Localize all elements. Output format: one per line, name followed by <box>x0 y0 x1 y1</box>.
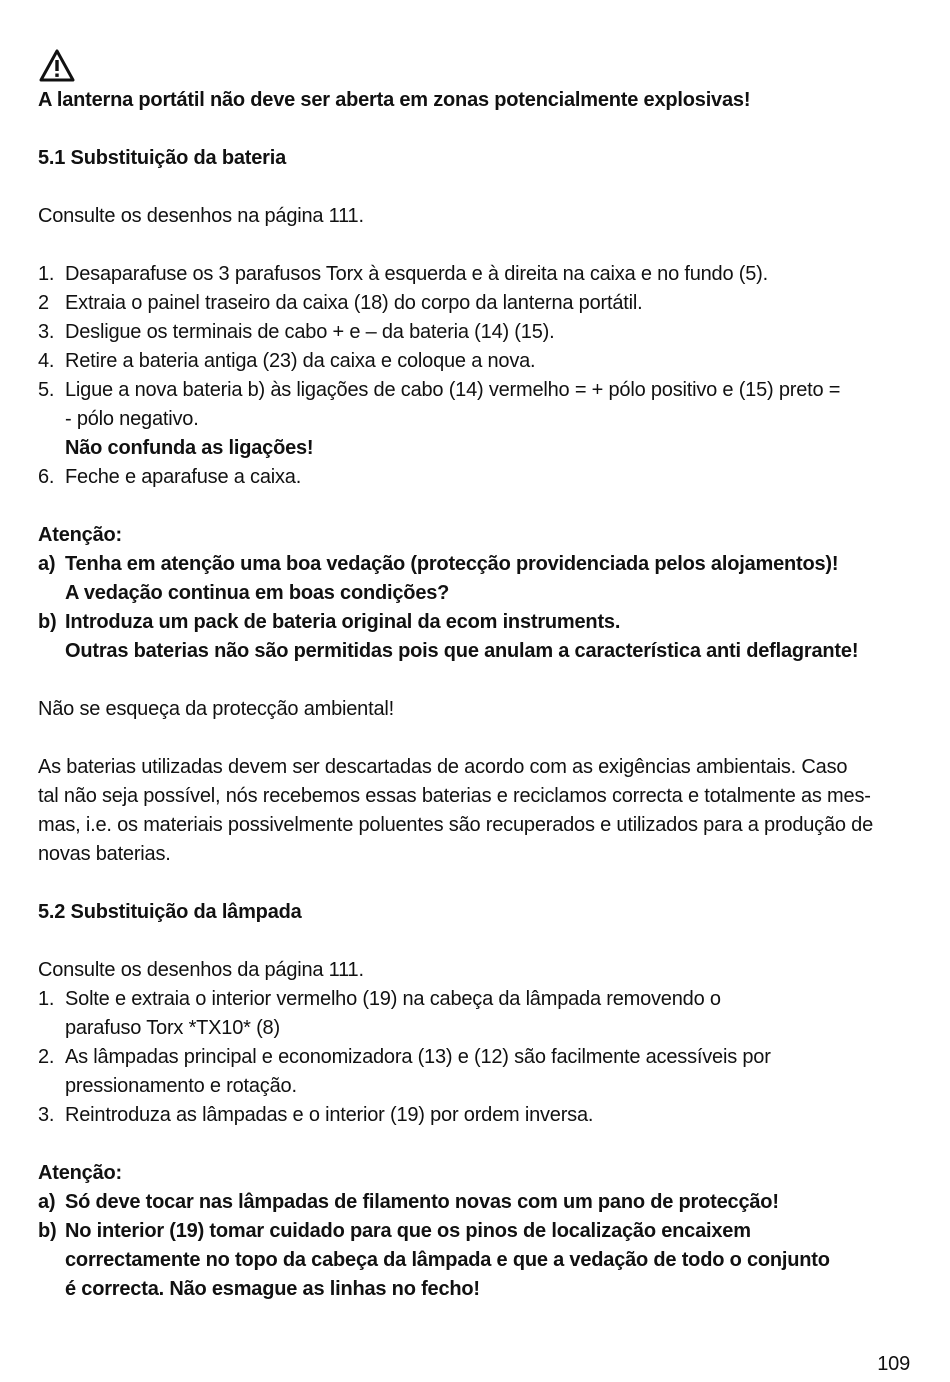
attention-text: Tenha em atenção uma boa vedação (protecção providenciada pelos alojamentos)! <box>65 553 839 575</box>
section-2-steps <box>38 985 918 1130</box>
document-page <box>38 48 918 1304</box>
section-1-attention <box>38 521 918 666</box>
attention-text: No interior (19) tomar cuidado para que os pinos de localização encaixem <box>65 1220 751 1242</box>
warning-text: A lanterna portátil não deve ser aberta em zonas potencialmente explosivas! <box>38 89 751 111</box>
list-text: Reintroduza as lâmpadas e o interior (19) por ordem inversa. <box>65 1104 594 1126</box>
list-number: 3. <box>38 1104 55 1126</box>
attention-text: A vedação continua em boas condições? <box>65 582 450 604</box>
environment-title: Não se esqueça da protecção ambiental! <box>38 698 394 720</box>
list-text: Ligue a nova bateria b) às ligações de cabo (14) vermelho = + pólo positivo e (15) preto = <box>65 379 841 401</box>
section-1-heading: 5.1 Substituição da bateria <box>38 147 287 169</box>
attention-title: Atenção: <box>38 1162 122 1184</box>
list-text: Extraia o painel traseiro da caixa (18) do corpo da lanterna portátil. <box>65 292 643 314</box>
section-1-reference: Consulte os desenhos na página 111. <box>38 205 364 227</box>
attention-item <box>38 608 918 666</box>
attention-text: correctamente no topo da cabeça da lâmpada e que a vedação de todo o conjunto <box>65 1249 830 1271</box>
list-item <box>38 318 918 347</box>
paragraph-line: tal não seja possível, nós recebemos essas baterias e reciclamos correcta e totalmente as mes- <box>38 785 871 807</box>
paragraph-line: mas, i.e. os materiais possivelmente poluentes são recuperados e utilizados para a produção de <box>38 814 874 836</box>
list-text-warning: Não confunda as ligações! <box>65 437 314 459</box>
list-number: 2 <box>38 292 49 314</box>
paragraph-line: novas baterias. <box>38 843 171 865</box>
list-text: Retire a bateria antiga (23) da caixa e coloque a nova. <box>65 350 536 372</box>
list-text: Solte e extraia o interior vermelho (19) na cabeça da lâmpada removendo o <box>65 988 721 1010</box>
list-item <box>38 1101 918 1130</box>
attention-label: a) <box>38 1191 56 1213</box>
list-item <box>38 1043 918 1101</box>
list-item <box>38 463 918 492</box>
list-text-continued: - pólo negativo. <box>65 408 199 430</box>
list-number: 4. <box>38 350 55 372</box>
list-number: 6. <box>38 466 55 488</box>
section-2-attention <box>38 1159 918 1304</box>
environment-paragraph <box>38 753 918 869</box>
attention-label: a) <box>38 553 56 575</box>
attention-text: Só deve tocar nas lâmpadas de filamento novas com um pano de protecção! <box>65 1191 779 1213</box>
list-text: Feche e aparafuse a caixa. <box>65 466 302 488</box>
list-item <box>38 376 918 463</box>
list-item <box>38 289 918 318</box>
list-text: Desligue os terminais de cabo + e – da bateria (14) (15). <box>65 321 555 343</box>
attention-item <box>38 550 918 608</box>
page-number: 109 <box>877 1353 910 1375</box>
list-number: 1. <box>38 988 55 1010</box>
section-2-heading: 5.2 Substituição da lâmpada <box>38 901 302 923</box>
list-text: Desaparafuse os 3 parafusos Torx à esquerda e à direita na caixa e no fundo (5). <box>65 263 768 285</box>
section-1-steps <box>38 260 918 492</box>
list-item <box>38 347 918 376</box>
attention-item <box>38 1217 918 1304</box>
list-number: 3. <box>38 321 55 343</box>
list-number: 2. <box>38 1046 55 1068</box>
list-text: parafuso Torx *TX10* (8) <box>65 1017 280 1039</box>
attention-item <box>38 1188 918 1217</box>
attention-text: Outras baterias não são permitidas pois que anulam a característica anti deflagrante! <box>65 640 859 662</box>
list-text: pressionamento e rotação. <box>65 1075 297 1097</box>
list-item <box>38 985 918 1043</box>
list-number: 1. <box>38 263 55 285</box>
paragraph-line: As baterias utilizadas devem ser descartadas de acordo com as exigências ambientais. Caso <box>38 756 848 778</box>
attention-text: Introduza um pack de bateria original da ecom instruments. <box>65 611 621 633</box>
section-2-reference: Consulte os desenhos da página 111. <box>38 959 364 981</box>
attention-label: b) <box>38 611 57 633</box>
attention-text: é correcta. Não esmague as linhas no fecho! <box>65 1278 480 1300</box>
list-text: As lâmpadas principal e economizadora (13) e (12) são facilmente acessíveis por <box>65 1046 771 1068</box>
attention-label: b) <box>38 1220 57 1242</box>
attention-title: Atenção: <box>38 524 122 546</box>
warning-triangle-icon <box>38 48 76 84</box>
list-number: 5. <box>38 379 55 401</box>
list-item <box>38 260 918 289</box>
